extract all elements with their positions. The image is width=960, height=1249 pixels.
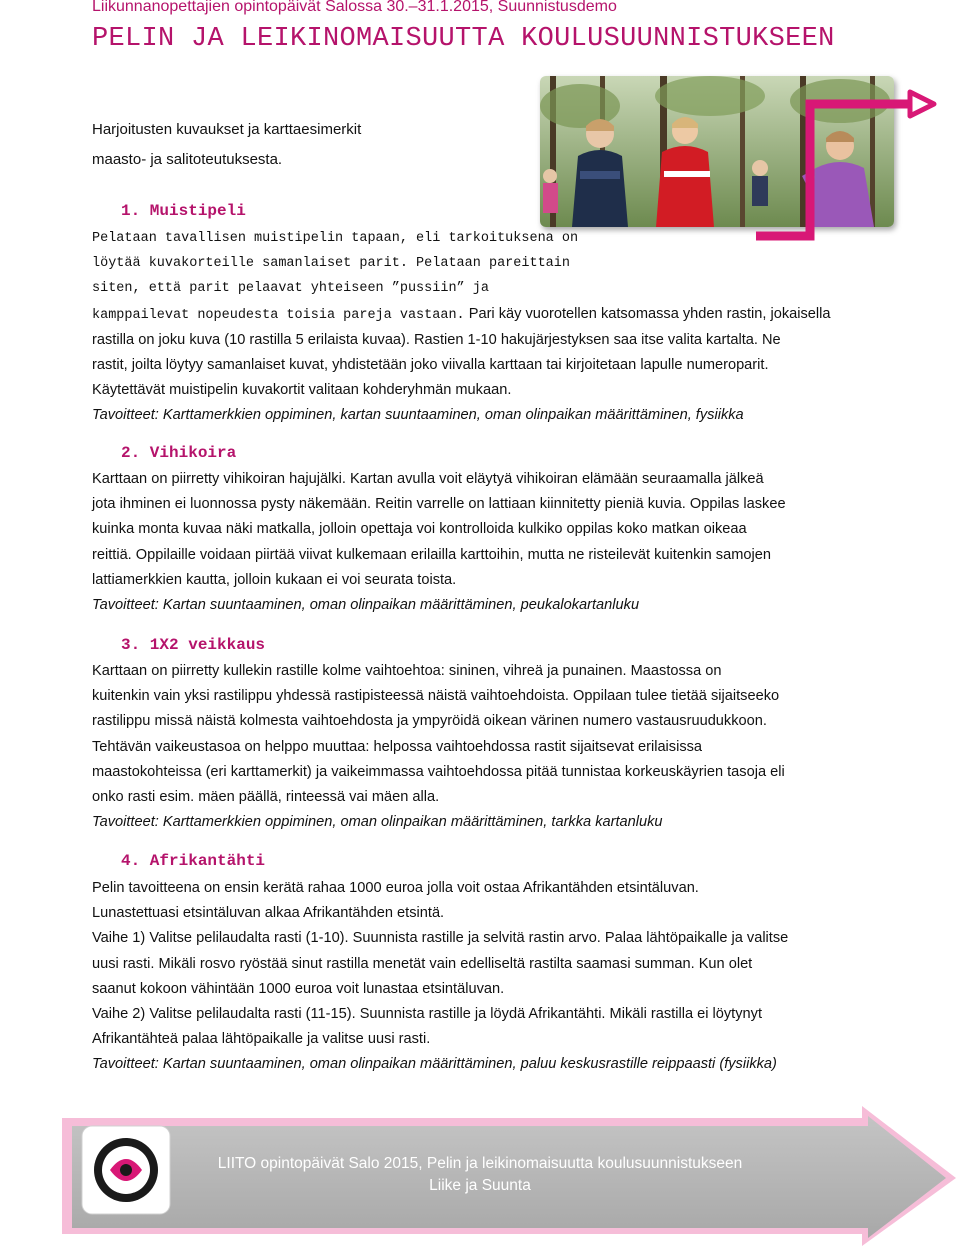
section-2-line: jota ihminen ei luonnossa pysty näkemään. Reitin varrelle on lattiaan kiinnitetty pieniä kuvia. Oppilas laskee [92, 496, 786, 513]
arrow-decoration-icon [752, 88, 960, 248]
section-2-line: reittiä. Oppilaille voidaan piirtää viivat kulkemaan erilailla karttoihin, mutta ne risteilevät kuitenkin samojen [92, 546, 771, 563]
intro-line-1: Harjoitusten kuvaukset ja karttaesimerkit [92, 121, 362, 138]
section-3-line: onko rasti esim. mäen päällä, rinteessä vai mäen alla. [92, 789, 440, 806]
section-3-line: rastilippu missä näistä kolmesta vaihtoehdosta ja ympyröidä oikean värinen numero vastausruudukkoon. [92, 713, 767, 730]
section-4-line: uusi rasti. Mikäli rosvo ryöstää sinut rastilla menetät vain edelliseltä rastilta saamasi summan. Kun olet [92, 955, 753, 972]
page-title: PELIN JA LEIKINOMAISUUTTA KOULUSUUNNISTUKSEEN [92, 24, 835, 54]
section-1-line: Käytettävät muistipelin kuvakortit valitaan kohderyhmän mukaan. [92, 382, 512, 399]
section-1-line: löytää kuvakorteille samanlaiset parit. Pelataan pareittain [92, 256, 570, 272]
section-4-heading: 4. Afrikantähti [121, 852, 266, 870]
section-1-line: rastit, joilta löytyy samanlaiset kuvat, yhdistetään joko viivalla karttaan tai kirjoitetaan lapulle numeroparit. [92, 357, 769, 374]
section-4-line: Pelin tavoitteena on ensin kerätä rahaa 1000 euroa jolla voit ostaa Afrikantähden etsintäluvan. [92, 880, 699, 896]
footer-line-2: Liike ja Suunta [429, 1177, 531, 1194]
section-3-body [92, 659, 785, 835]
section-2-body [92, 467, 786, 618]
section-3-line: Karttaan on piirretty kullekin rastille kolme vaihtoehtoa: sininen, vihreä ja punainen. Maastossa on [92, 663, 722, 679]
section-3-line: Tehtävän vaikeustasoa on helppo muuttaa: helpossa vaihtoehdossa rastit sijaitsevat erilaisissa [92, 738, 703, 755]
section-4-line: Afrikantähteä palaa lähtöpaikalle ja valitse uusi rasti. [92, 1031, 431, 1048]
intro-line-2: maasto- ja salitoteutuksesta. [92, 151, 283, 168]
section-1-line: rastilla on joku kuva (10 rastilla 5 erilaista kuvaa). Rastien 1-10 hakujärjestyksen saa itse valita kartalta. Ne [92, 331, 781, 348]
event-line: Liikunnanopettajien opintopäivät Salossa 30.–31.1.2015, Suunnistusdemo [92, 0, 617, 15]
section-4-line: saanut kokoon vähintään 1000 euroa voit lunastaa etsintäluvan. [92, 980, 505, 997]
footer-line-1: LIITO opintopäivät Salo 2015, Pelin ja leikinomaisuutta koulusuunnistukseen [217, 1155, 743, 1172]
section-1-line: Pelataan tavallisen muistipelin tapaan, eli tarkoituksena on [92, 231, 579, 246]
section-1-line [92, 302, 831, 328]
section-1-goal: Tavoitteet: Karttamerkkien oppiminen, kartan suuntaaminen, oman olinpaikan määrittäminen, fysiikka [92, 407, 744, 424]
section-2-line: kuinka monta kuvaa näki matkalla, jolloin opettaja voi kontrolloida kulkiko oppilas koko matkan oikeaa [92, 521, 747, 538]
section-3-goal: Tavoitteet: Karttamerkkien oppiminen, oman olinpaikan määrittäminen, tarkka kartanluku [92, 814, 663, 831]
section-4-line: Lunastettuasi etsintäluvan alkaa Afrikantähden etsintä. [92, 905, 445, 922]
section-2-goal: Tavoitteet: Kartan suuntaaminen, oman olinpaikan määrittäminen, peukalokartanluku [92, 597, 640, 614]
section-1-body [92, 226, 831, 429]
section-4-goal: Tavoitteet: Kartan suuntaaminen, oman olinpaikan määrittäminen, paluu keskusrastille reippaasti (fysiikka) [92, 1056, 777, 1073]
footer-text [0, 1155, 960, 1195]
section-1-mixed-mono: kamppailevat nopeudesta toisia pareja vastaan. [92, 307, 465, 323]
section-4-line: Vaihe 1) Valitse pelilaudalta rasti (1-10). Suunnista rastille ja selvitä rastin arvo. Palaa lähtöpaikalle ja valitse [92, 930, 789, 947]
section-3-heading: 3. 1X2 veikkaus [121, 636, 266, 654]
section-4-body [92, 876, 788, 1078]
section-2-heading: 2. Vihikoira [121, 444, 237, 462]
section-2-line: Karttaan on piirretty vihikoiran hajujälki. Kartan avulla voit eläytyä vihikoiran elämään seuraamalla jälkeä [92, 471, 764, 487]
section-1-mixed-rest: Pari käy vuorotellen katsomassa yhden rastin, jokaisella [464, 305, 831, 322]
section-4-line: Vaihe 2) Valitse pelilaudalta rasti (11-15). Suunnista rastille ja löydä Afrikantähti. Mikäli rastilla ei löytynyt [92, 1006, 763, 1023]
section-1-line: siten, että parit pelaavat yhteiseen ”pussiin” ja [92, 281, 489, 297]
section-1-heading: 1. Muistipeli [121, 202, 246, 220]
section-3-line: kuitenkin vain yksi rastilippu yhdessä rastipisteessä näistä vaihtoehdoista. Oppilaan tulee tietää sijaitseeko [92, 688, 780, 705]
section-2-line: lattiamerkkien kautta, jolloin kukaan ei voi seurata toista. [92, 571, 457, 588]
section-3-line: maastokohteissa (eri karttamerkit) ja vaikeimmassa vaihtoehdossa pitää tunnistaa korkeuskäyrien tasoja eli [92, 763, 785, 780]
